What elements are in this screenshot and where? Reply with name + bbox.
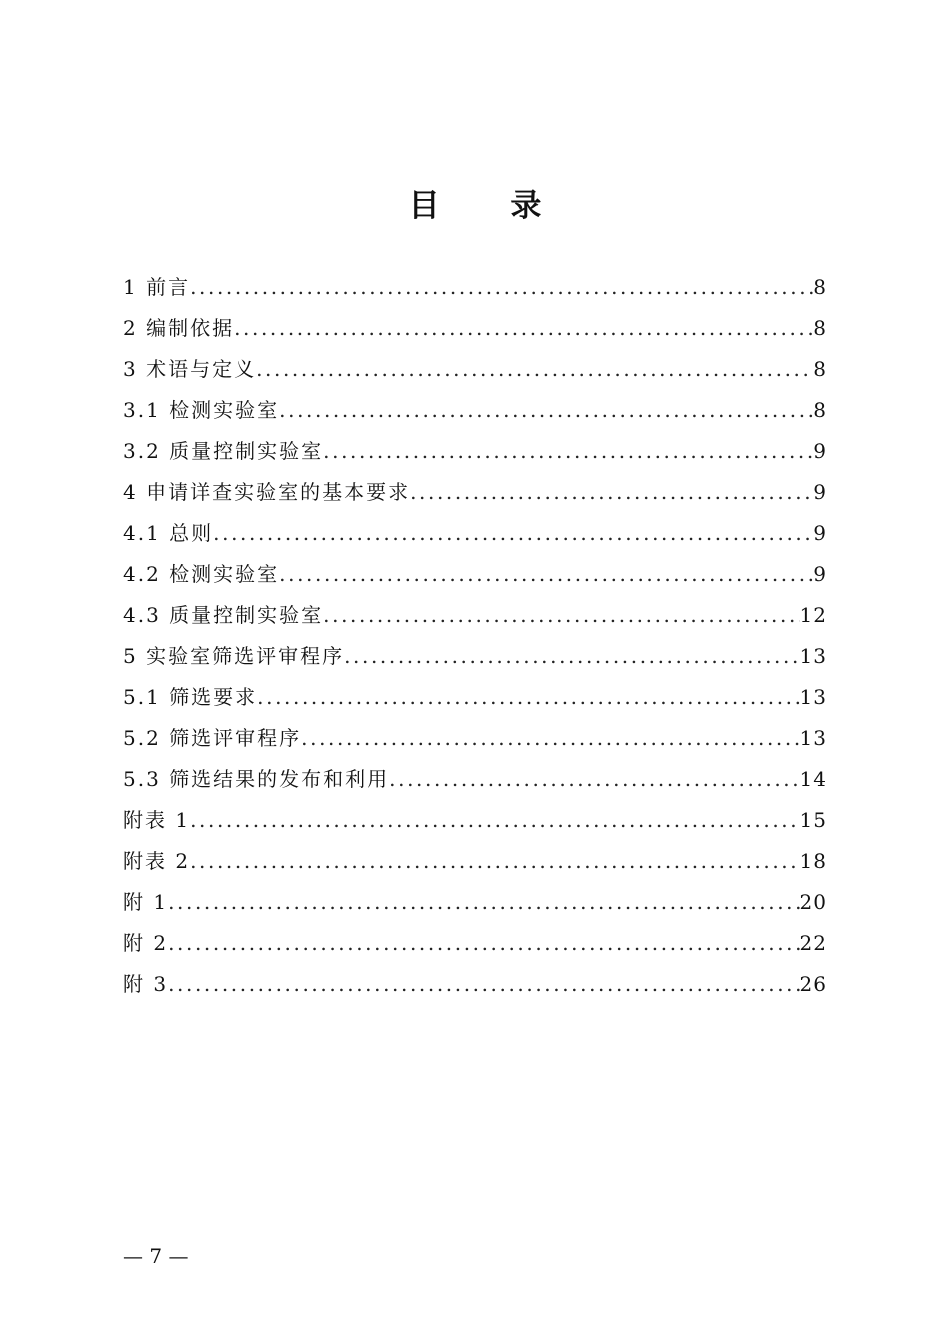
- toc-dot-leader: [168, 926, 799, 960]
- toc-dot-leader: [323, 434, 813, 468]
- toc-entry-page: 22: [799, 931, 827, 955]
- table-of-contents: [123, 270, 827, 1008]
- toc-entry[interactable]: [123, 680, 827, 721]
- toc-entry-label: 5.3 筛选结果的发布和利用: [123, 767, 390, 791]
- toc-entry[interactable]: [123, 844, 827, 885]
- toc-entry-page: 26: [799, 972, 827, 996]
- toc-entry[interactable]: [123, 475, 827, 516]
- toc-entry-page: 9: [813, 439, 827, 463]
- toc-entry[interactable]: [123, 885, 827, 926]
- toc-entry-page: 13: [799, 726, 827, 750]
- toc-entry-page: 18: [799, 849, 827, 873]
- toc-entry-page: 9: [813, 562, 827, 586]
- toc-entry-page: 8: [813, 357, 827, 381]
- toc-dot-leader: [234, 311, 813, 345]
- toc-entry-page: 8: [813, 316, 827, 340]
- toc-entry-label: 3 术语与定义: [123, 357, 257, 381]
- toc-entry-label: 附表 2: [123, 849, 191, 873]
- toc-entry[interactable]: [123, 393, 827, 434]
- toc-entry[interactable]: [123, 270, 827, 311]
- toc-dot-leader: [389, 762, 799, 796]
- toc-entry-label: 4.1 总则: [123, 521, 214, 545]
- toc-entry[interactable]: [123, 598, 827, 639]
- page-title: 目 录: [408, 188, 572, 224]
- toc-entry-page: 20: [799, 890, 827, 914]
- toc-entry-page: 14: [799, 767, 827, 791]
- toc-dot-leader: [344, 639, 799, 673]
- toc-entry-page: 13: [799, 685, 827, 709]
- toc-entry-label: 5 实验室筛选评审程序: [123, 644, 345, 668]
- toc-entry[interactable]: [123, 557, 827, 598]
- toc-entry[interactable]: [123, 926, 827, 967]
- toc-dot-leader: [410, 475, 813, 509]
- toc-entry-label: 附 1: [123, 890, 169, 914]
- toc-entry-page: 8: [813, 398, 827, 422]
- toc-entry-label: 4.2 检测实验室: [123, 562, 280, 586]
- toc-entry[interactable]: [123, 311, 827, 352]
- footer-page-number: — 7 —: [123, 1244, 189, 1268]
- toc-dot-leader: [190, 844, 799, 878]
- toc-entry[interactable]: [123, 762, 827, 803]
- toc-entry-label: 附表 1: [123, 808, 191, 832]
- toc-entry-label: 5.1 筛选要求: [123, 685, 258, 709]
- toc-entry[interactable]: [123, 803, 827, 844]
- toc-dot-leader: [279, 557, 813, 591]
- toc-entry-label: 4.3 质量控制实验室: [123, 603, 324, 627]
- toc-entry-label: 4 申请详查实验室的基本要求: [123, 480, 411, 504]
- toc-dot-leader: [279, 393, 813, 427]
- toc-entry-page: 15: [799, 808, 827, 832]
- toc-entry[interactable]: [123, 967, 827, 1008]
- toc-entry-label: 1 前言: [123, 275, 191, 299]
- toc-dot-leader: [168, 967, 799, 1001]
- toc-entry[interactable]: [123, 721, 827, 762]
- toc-dot-leader: [190, 270, 813, 304]
- toc-entry[interactable]: [123, 639, 827, 680]
- toc-dot-leader: [323, 598, 799, 632]
- toc-entry-page: 12: [799, 603, 827, 627]
- toc-entry-label: 附 3: [123, 972, 169, 996]
- toc-dot-leader: [190, 803, 799, 837]
- toc-entry[interactable]: [123, 434, 827, 475]
- toc-dot-leader: [256, 352, 813, 386]
- toc-entry-page: 8: [813, 275, 827, 299]
- toc-entry-page: 9: [813, 480, 827, 504]
- toc-entry-label: 3.2 质量控制实验室: [123, 439, 324, 463]
- toc-dot-leader: [257, 680, 799, 714]
- toc-entry-label: 3.1 检测实验室: [123, 398, 280, 422]
- toc-entry-label: 5.2 筛选评审程序: [123, 726, 302, 750]
- toc-dot-leader: [168, 885, 799, 919]
- toc-entry[interactable]: [123, 516, 827, 557]
- toc-dot-leader: [213, 516, 813, 550]
- toc-entry-page: 9: [813, 521, 827, 545]
- toc-entry-page: 13: [799, 644, 827, 668]
- toc-dot-leader: [301, 721, 799, 755]
- toc-entry[interactable]: [123, 352, 827, 393]
- toc-entry-label: 2 编制依据: [123, 316, 235, 340]
- toc-entry-label: 附 2: [123, 931, 169, 955]
